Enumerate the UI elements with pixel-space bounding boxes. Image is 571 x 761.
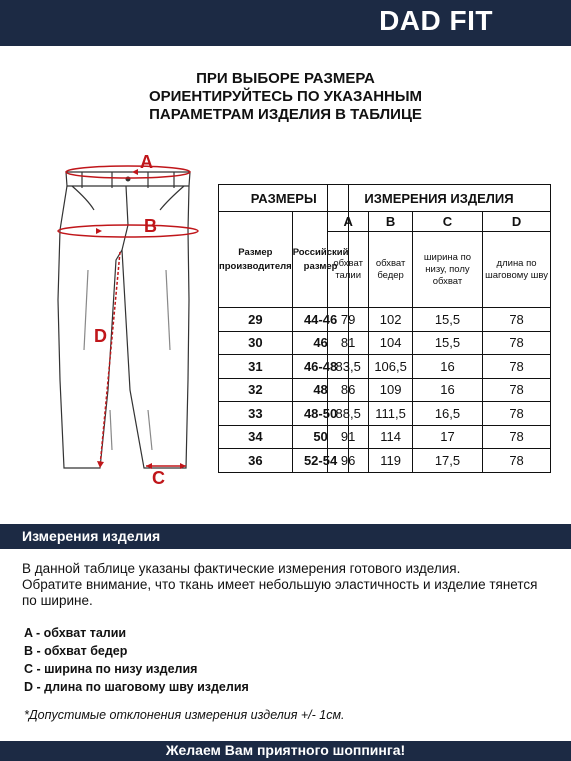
- col-label-waist: обхват талии: [328, 232, 369, 308]
- ru-size-cell: 46-48: [292, 355, 349, 379]
- legend-item: C - ширина по низу изделия: [24, 662, 198, 676]
- value-cell: 104: [369, 331, 413, 355]
- size-cell: 36: [219, 449, 293, 473]
- description-line-2: Обратите внимание, что ткань имеет небольшую эластичность и изделие тянется по ширине.: [22, 577, 538, 608]
- size-cell: 29: [219, 308, 293, 332]
- value-cell: 78: [483, 331, 551, 355]
- value-cell: 106,5: [369, 355, 413, 379]
- mark-b: B: [144, 216, 157, 236]
- value-cell: 81: [328, 331, 369, 355]
- headline: [0, 70, 571, 124]
- description-line-1: В данной таблице указаны фактические измерения готового изделия.: [22, 561, 461, 576]
- value-cell: 17: [412, 425, 482, 449]
- col-label-inseam: длина по шаговому шву: [483, 232, 551, 308]
- top-banner: [0, 0, 571, 46]
- value-cell: 16: [412, 355, 482, 379]
- value-cell: 17,5: [412, 449, 482, 473]
- brand-logo: DAD FIT: [379, 5, 493, 36]
- measurements-table-title: ИЗМЕРЕНИЯ ИЗДЕЛИЯ: [328, 185, 551, 212]
- ru-size-cell: 50: [292, 425, 349, 449]
- col-letter-b: B: [369, 212, 413, 232]
- footer-banner: [0, 741, 571, 761]
- value-cell: 83,5: [328, 355, 369, 379]
- value-cell: 78: [483, 308, 551, 332]
- headline-line-3: ПАРАМЕТРАМ ИЗДЕЛИЯ В ТАБЛИЦЕ: [149, 106, 422, 123]
- legend-item: A - обхват талии: [24, 626, 127, 640]
- value-cell: 119: [369, 449, 413, 473]
- value-cell: 111,5: [369, 402, 413, 426]
- section-title: Измерения изделия: [22, 528, 161, 544]
- size-cell: 34: [219, 425, 293, 449]
- value-cell: 78: [483, 378, 551, 402]
- col-russian-size: Российский размер: [292, 212, 349, 308]
- size-cell: 33: [219, 402, 293, 426]
- legend-item: B - обхват бедер: [24, 644, 128, 658]
- col-label-hem: ширина по низу, полу обхват: [412, 232, 482, 308]
- size-cell: 30: [219, 331, 293, 355]
- pants-diagram: [48, 150, 208, 490]
- mark-c: C: [152, 468, 165, 488]
- value-cell: 79: [328, 308, 369, 332]
- ru-size-cell: 52-54: [292, 449, 349, 473]
- measurements-table: [327, 184, 551, 473]
- value-cell: 78: [483, 425, 551, 449]
- value-cell: 15,5: [412, 308, 482, 332]
- col-letter-d: D: [483, 212, 551, 232]
- section-banner: [0, 524, 571, 549]
- value-cell: 109: [369, 378, 413, 402]
- value-cell: 15,5: [412, 331, 482, 355]
- size-cell: 32: [219, 378, 293, 402]
- value-cell: 78: [483, 402, 551, 426]
- col-letter-c: C: [412, 212, 482, 232]
- value-cell: 16,5: [412, 402, 482, 426]
- description: [22, 561, 547, 609]
- headline-line-2: ОРИЕНТИРУЙТЕСЬ ПО УКАЗАННЫМ: [148, 88, 423, 105]
- value-cell: 114: [369, 425, 413, 449]
- legend-item: D - длина по шаговому шву изделия: [24, 680, 249, 694]
- mark-d: D: [94, 326, 107, 346]
- pants-illustration: [48, 150, 208, 490]
- measurement-legend: [24, 625, 249, 697]
- footer-text: Желаем Вам приятного шоппинга!: [165, 742, 406, 758]
- mark-a: A: [140, 152, 153, 172]
- value-cell: 16: [412, 378, 482, 402]
- headline-line-1: ПРИ ВЫБОРЕ РАЗМЕРА: [196, 70, 375, 87]
- value-cell: 102: [369, 308, 413, 332]
- value-cell: 86: [328, 378, 369, 402]
- value-cell: 78: [483, 355, 551, 379]
- ru-size-cell: 46: [292, 331, 349, 355]
- col-manufacturer-size: Размер производителя: [219, 212, 293, 308]
- col-label-hips: обхват бедер: [369, 232, 413, 308]
- ru-size-cell: 48: [292, 378, 349, 402]
- value-cell: 78: [483, 449, 551, 473]
- size-cell: 31: [219, 355, 293, 379]
- value-cell: 91: [328, 425, 369, 449]
- tolerance-note: *Допустимые отклонения измерения изделия +/- 1см.: [24, 708, 345, 722]
- ru-size-cell: 48-50: [292, 402, 349, 426]
- value-cell: 88,5: [328, 402, 369, 426]
- sizes-table-title: РАЗМЕРЫ: [219, 185, 349, 212]
- col-letter-a: A: [328, 212, 369, 232]
- ru-size-cell: 44-46: [292, 308, 349, 332]
- value-cell: 96: [328, 449, 369, 473]
